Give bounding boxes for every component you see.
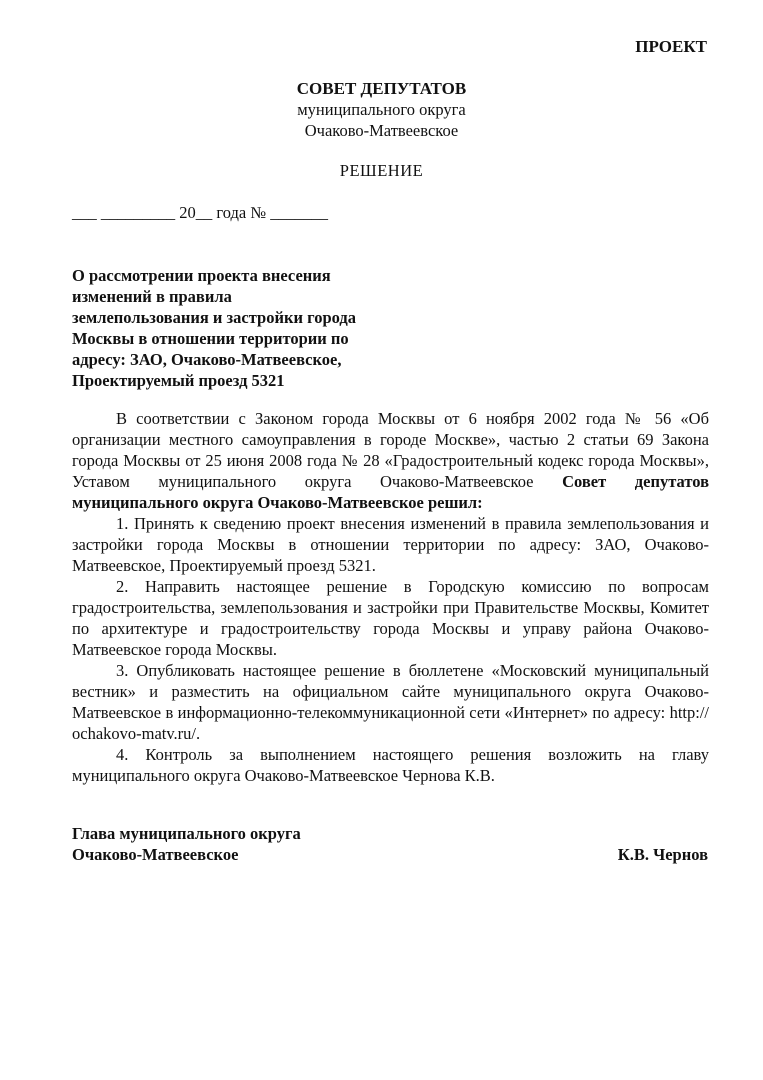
subject-line: О рассмотрении проекта внесения	[72, 266, 331, 285]
subject-line: землепользования и застройки города	[72, 308, 356, 327]
preamble-resolution: Совет депутатов муниципального округа Очаково-Матвеевское решил:	[72, 472, 709, 512]
signature-name: К.В. Чернов	[617, 845, 708, 864]
council-subtitle-line1: муниципального округа	[297, 100, 466, 119]
decision-item-2: 2. Направить настоящее решение в Городскую комиссию по вопросам градостроительства, землепользования и застройки при Правительстве Москвы, Комитет по архитектуре и градостроительству города Москвы и управу района Очаково-Матвеевское города Москвы.	[72, 577, 709, 659]
decision-body	[72, 408, 709, 786]
draft-label: ПРОЕКТ	[635, 37, 707, 56]
signature-position-line2: Очаково-Матвеевское	[72, 845, 239, 864]
council-header	[0, 78, 763, 141]
decision-item-1: 1. Принять к сведению проект внесения изменений в правила землепользования и застройки города Москвы в отношении территории по адресу: ЗАО, Очаково-Матвеевское, Проектируемый проезд 5321.	[72, 514, 709, 575]
preamble-paragraph	[72, 408, 709, 513]
subject-line: адресу: ЗАО, Очаково-Матвеевское,	[72, 350, 342, 369]
preamble-text: В соответствии с Законом города Москвы от 6 ноября 2002 года № 56 «Об организации местного самоуправления в городе Москве», частью 2 статьи 69 Закона города Москвы от 25 июня 2008 года № 28 «Градостроительный кодекс города Москвы», Уставом муниципального округа Очаково-Матвеевское	[72, 409, 709, 491]
decision-item-3: 3. Опубликовать настоящее решение в бюллетене «Московский муниципальный вестник» и разместить на официальном сайте муниципального округа Очаково-Матвеевское в информационно-телекоммуникационной сети «Интернет» по адресу: http:// ochakovo-matv.ru/.	[72, 661, 709, 743]
council-subtitle-line2: Очаково-Матвеевское	[304, 121, 459, 140]
decision-date-line: ___ _________ 20__ года № _______	[72, 203, 328, 222]
decision-item-4: 4. Контроль за выполнением настоящего решения возложить на главу муниципального округа Очаково-Матвеевское Чернова К.В.	[72, 745, 709, 785]
signature-position	[72, 823, 301, 865]
subject-line: Проектируемый проезд 5321	[72, 371, 285, 390]
decision-label: РЕШЕНИЕ	[339, 161, 424, 180]
decision-subject	[72, 265, 390, 391]
subject-line: изменений в правила	[72, 287, 232, 306]
signature-position-line1: Глава муниципального округа	[72, 824, 301, 843]
subject-line: Москвы в отношении территории по	[72, 329, 349, 348]
council-title: СОВЕТ ДЕПУТАТОВ	[296, 79, 467, 98]
